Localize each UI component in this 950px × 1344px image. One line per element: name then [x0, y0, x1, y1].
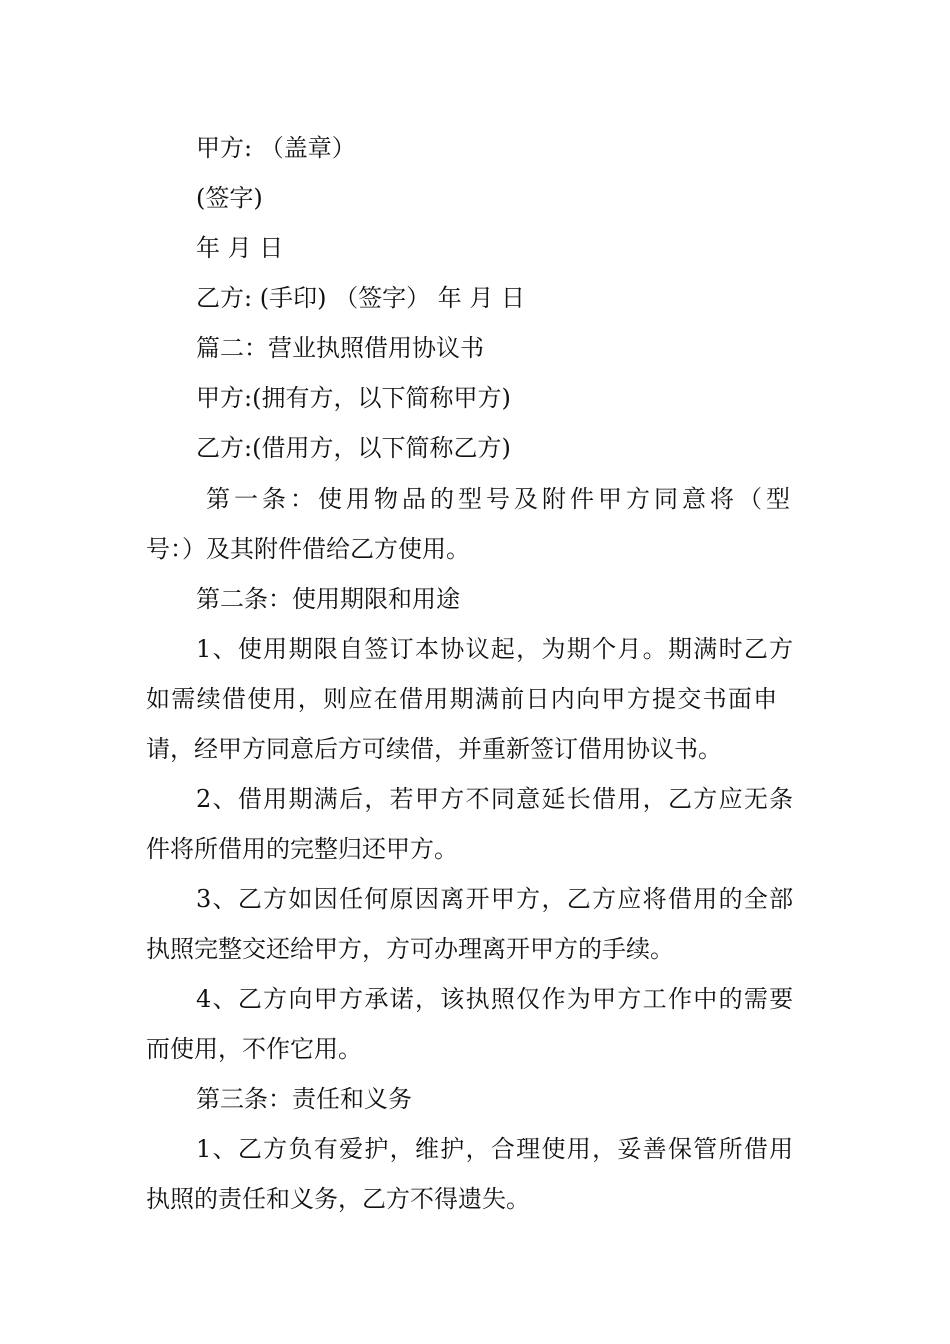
clause-2-2-line-1: 2、借用期满后，若甲方不同意延长借用，乙方应无条	[196, 785, 795, 813]
party-b-definition: 乙方:(借用方，以下简称乙方)	[196, 434, 511, 462]
party-a-seal-line: 甲方: （盖章）	[196, 134, 356, 162]
clause-2-1-line-1: 1、使用期限自签订本协议起，为期个月。期满时乙方	[196, 635, 795, 663]
article-1-line-2: 号：）及其附件借给乙方使用。	[146, 535, 470, 563]
section-heading: 篇二：营业执照借用协议书	[196, 334, 484, 362]
article-3-heading: 第三条：责任和义务	[196, 1085, 412, 1113]
party-b-sign-line: 乙方: (手印) （签字） 年 月 日	[196, 284, 525, 312]
party-a-definition: 甲方:(拥有方，以下简称甲方)	[196, 384, 511, 412]
clause-3-1-line-2: 执照的责任和义务，乙方不得遗失。	[146, 1185, 530, 1213]
clause-2-2-line-2: 件将所借用的完整归还甲方。	[146, 835, 458, 863]
clause-2-4-line-2: 而使用，不作它用。	[146, 1035, 362, 1063]
clause-2-3-line-1: 3、乙方如因任何原因离开甲方，乙方应将借用的全部	[196, 885, 795, 913]
clause-3-1-line-1: 1、乙方负有爱护，维护，合理使用，妥善保管所借用	[196, 1135, 795, 1163]
clause-2-1-line-3: 请，经甲方同意后方可续借，并重新签订借用协议书。	[146, 735, 722, 763]
date-line: 年 月 日	[196, 234, 284, 262]
article-2-heading: 第二条：使用期限和用途	[196, 585, 460, 613]
clause-2-4-line-1: 4、乙方向甲方承诺，该执照仅作为甲方工作中的需要	[196, 985, 795, 1013]
clause-2-3-line-2: 执照完整交还给甲方，方可办理离开甲方的手续。	[146, 935, 674, 963]
article-1-line-1: 第一条：使用物品的型号及附件甲方同意将（型	[206, 485, 794, 513]
signature-line: (签字)	[196, 184, 263, 212]
clause-2-1-line-2: 如需续借使用，则应在借用期满前日内向甲方提交书面申	[146, 685, 779, 713]
